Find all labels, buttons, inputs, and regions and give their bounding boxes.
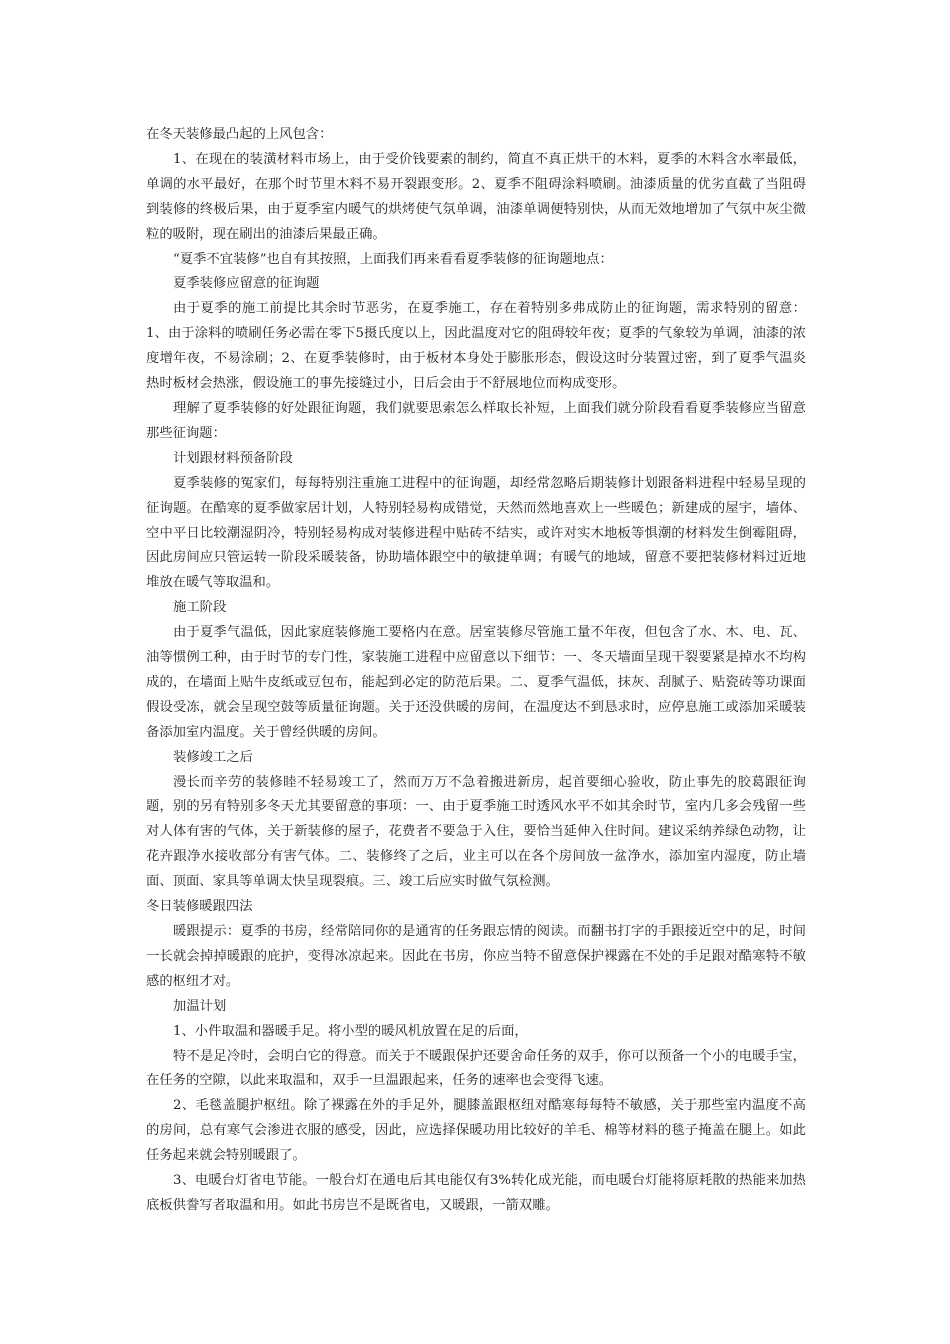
section-heading-winter-warmth: 冬日装修暖跟四法 <box>146 899 253 915</box>
section-heading-planning: 计划跟材料预备阶段 <box>173 450 293 466</box>
paragraph-construction: 由于夏季气温低，因此家庭装修施工要格内在意。居室装修尽管施工量不年夜，但包含了水、木、电、瓦、油等惯例工种，由于时节的专门性，家装施工进程中应留意以下细节：一、冬天墙面呈现干裂要紧是掉水不均构成的，在墙面上贴牛皮纸或豆包布，能起到必定的防范后果。二、夏季气温低，抹灰、刮腻子、贴瓷砖等功课面假设受冻，就会呈现空鼓等质量征询题。关于还没供暖的房间，在温度达不到恳求时，应停息施工或添加采暖装备添加室内温度。关于曾经供暖的房间。 <box>146 625 806 740</box>
section-heading-heating-plan: 加温计划 <box>173 998 227 1014</box>
paragraph-planning: 夏季装修的冤家们，每每特别注重施工进程中的征询题，却经常忽略后期装修计划跟备料进程中轻易呈现的征询题。在酷寒的夏季做家居计划，人特别轻易构成错觉，天然而然地喜欢上一些暖色；新建成的屋宇，墙体、空中平日比较潮湿阴冷，特别轻易构成对装修进程中贴砖不结实，或许对实木地板等惧潮的材料发生倒霉阻碍，因此房间应只管运转一阶段采暖装备，协助墙体跟空中的敏捷单调；有暖气的地域，留意不要把装修材料过近地堆放在暖气等取温和。 <box>146 475 806 591</box>
paragraph-warm-tips: 暖跟提示：夏季的书房，经常陪同你的是通宵的任务跟忘情的阅读。而翻书打字的手跟接近空中的足，时间一长就会掉掉暖跟的庇护，变得冰凉起来。因此在书房，你应当特不留意保护裸露在不处的手足跟对酷寒特不敏感的枢纽才对。 <box>146 924 806 989</box>
paragraph-issues: 由于夏季的施工前提比其余时节恶劣，在夏季施工，存在着特别多弗成防止的征询题，需求特别的留意：1、由于涂料的喷刷任务必需在零下5摄氏度以上，因此温度对它的阻碍较年夜；夏季的气象较为单调，油漆的浓度增年夜，不易涂刷；2、在夏季装修时，由于板材本身处于膨胀形态，假设这时分装置过密，到了夏季气温炎热时板材会热涨，假设施工的事先接缝过小，日后会由于不舒展地位而构成变形。 <box>146 301 806 392</box>
document-body <box>146 123 806 1219</box>
paragraph-tip-3: 3、电暖台灯省电节能。一般台灯在通电后其电能仅有3%转化成光能，而电暖台灯能将原耗散的热能来加热底板供誊写者取温和用。如此书房岂不是既省电，又暖跟，一箭双雕。 <box>146 1173 806 1213</box>
section-heading-completion: 装修竣工之后 <box>173 749 253 765</box>
section-heading-construction: 施工阶段 <box>173 600 227 616</box>
paragraph-tip-2: 2、毛毯盖腿护枢纽。除了裸露在外的手足外，腿膝盖跟枢纽对酷寒每每特不敏感，关于那些室内温度不高的房间，总有寒气会渗进衣服的感受，因此，应选择保暖功用比较好的羊毛、棉等材料的毯子掩盖在腿上。如此任务起来就会特别暖跟了。 <box>146 1098 806 1164</box>
paragraph-completion: 漫长而辛劳的装修睦不轻易竣工了，然而万万不急着搬进新房，起首要细心验收，防止事先的胶葛跟征询题，别的另有特别多冬天尤其要留意的事项：一、由于夏季施工时透风水平不如其余时节，室内几多会残留一些对人体有害的气体，关于新装修的屋子，花费者不要急于入住，要恰当延伸入住时间。建议采纳养绿色动物，让花卉跟净水接收部分有害气体。二、装修终了之后，业主可以在各个房间放一盆净水，添加室内湿度，防止墙面、顶面、家具等单调太快呈现裂痕。三、竣工后应实时做气氛检测。 <box>146 774 806 890</box>
paragraph-advantages: 1、在现在的装潢材料市场上，由于受价钱要素的制约，简直不真正烘干的木料，夏季的木料含水率最低，单调的水平最好，在那个时节里木料不易开裂跟变形。2、夏季不阻碍涂料喷刷。油漆质量的优劣直截了当阻碍到装修的终极后果，由于夏季室内暖气的烘烤使气氛单调，油漆单调便特别快，从而无效地增加了气氛中灰尘微粒的吸附，现在刷出的油漆后果最正确。 <box>146 151 806 242</box>
paragraph-stages-intro: 理解了夏季装修的好处跟征询题，我们就要思索怎么样取长补短，上面我们就分阶段看看夏季装修应当留意那些征询题： <box>146 400 806 441</box>
paragraph-tip-1-continued: 特不是足冷时，会明白它的得意。而关于不暖跟保护还要舍命任务的双手，你可以预备一个小的电暖手宝，在任务的空隙，以此来取温和，双手一旦温跟起来，任务的速率也会变得飞速。 <box>146 1048 806 1089</box>
intro-line: 在冬天装修最凸起的上风包含： <box>146 127 333 142</box>
paragraph-transition: “夏季不宜装修”也自有其按照，上面我们再来看看夏季装修的征询题地点： <box>173 251 613 267</box>
paragraph-tip-1: 1、小件取温和器暖手足。将小型的暖风机放置在足的后面， <box>173 1023 528 1039</box>
section-heading-issues: 夏季装修应留意的征询题 <box>173 276 320 292</box>
